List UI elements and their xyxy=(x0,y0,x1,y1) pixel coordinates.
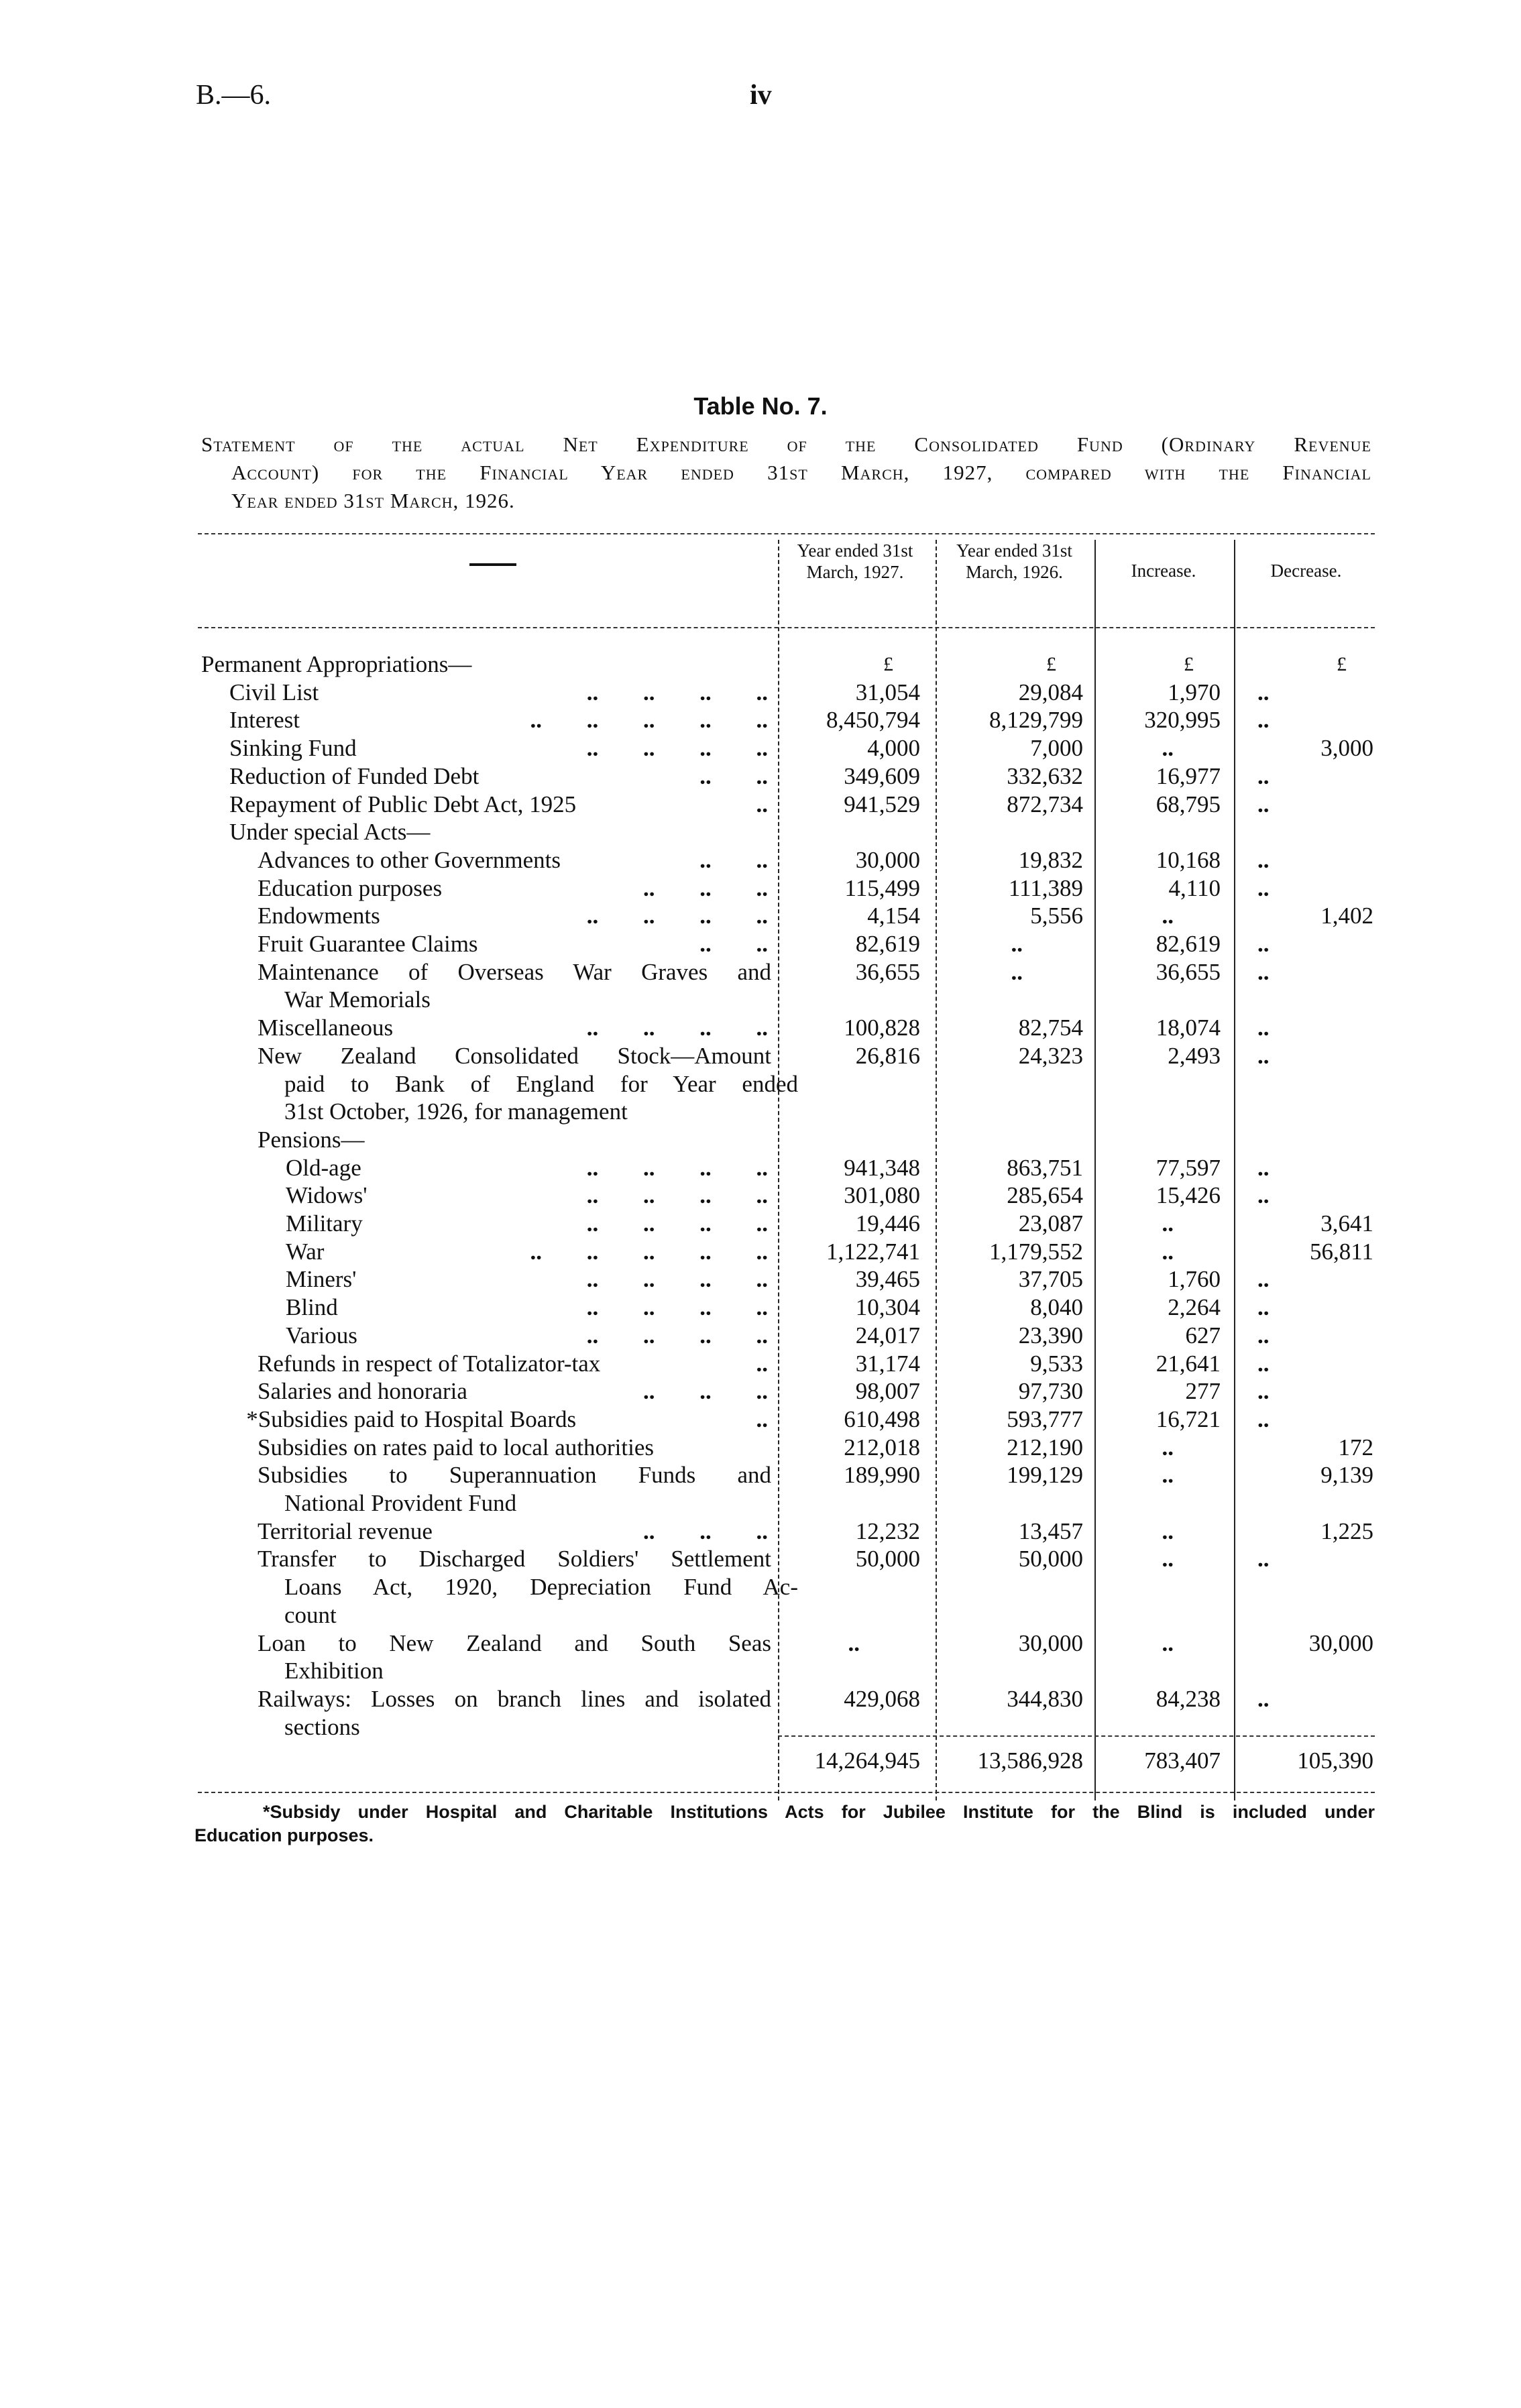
row-label: Old-age xyxy=(286,1154,361,1181)
value-1927: 24,017 xyxy=(855,1322,920,1349)
value-1927: 19,446 xyxy=(855,1210,920,1237)
dot-leaders: .. .. .. .. xyxy=(586,735,768,762)
value-1927: 212,018 xyxy=(844,1434,920,1460)
row-label: Loans Act, 1920, Depreciation Fund Ac- xyxy=(284,1574,798,1601)
value-1926: 332,632 xyxy=(1007,762,1083,789)
value-1927: 610,498 xyxy=(844,1406,920,1432)
value-decrease: .. xyxy=(1257,1378,1270,1405)
row-label: Transfer to Discharged Soldiers' Settlement xyxy=(258,1546,771,1572)
value-decrease: .. xyxy=(1257,1350,1270,1377)
value-increase: 627 xyxy=(1185,1322,1221,1349)
value-decrease: .. xyxy=(1257,1015,1270,1041)
value-1927: 301,080 xyxy=(844,1182,920,1209)
dot-leaders: .. .. xyxy=(699,931,768,957)
value-decrease: .. xyxy=(1257,1154,1270,1181)
row-label: Blind xyxy=(286,1294,338,1321)
value-increase: 18,074 xyxy=(1156,1015,1221,1041)
total-1926: 13,586,928 xyxy=(977,1747,1083,1774)
value-1927: £ xyxy=(883,653,893,675)
row-label: Salaries and honoraria xyxy=(258,1378,467,1405)
row-label: paid to Bank of England for Year ended xyxy=(284,1070,798,1097)
dot-leaders: .. .. xyxy=(699,762,768,789)
value-1927: 30,000 xyxy=(855,846,920,873)
total-increase: 783,407 xyxy=(1144,1747,1221,1774)
value-1926: 212,190 xyxy=(1007,1434,1083,1460)
row-label: Interest xyxy=(229,707,300,734)
value-decrease: 172 xyxy=(1338,1434,1373,1460)
value-1926: 23,390 xyxy=(1018,1322,1083,1349)
value-1927: 31,174 xyxy=(855,1350,920,1377)
value-1926: .. xyxy=(1011,931,1023,957)
statement-line-3: Year ended 31st March, 1926. xyxy=(231,489,515,512)
value-increase: 36,655 xyxy=(1156,958,1221,985)
row-label: Railways: Losses on branch lines and isolated xyxy=(258,1685,771,1712)
value-decrease: 9,139 xyxy=(1320,1462,1373,1489)
value-increase: 320,995 xyxy=(1144,707,1221,734)
value-increase: 77,597 xyxy=(1156,1154,1221,1181)
value-decrease: 1,225 xyxy=(1320,1517,1373,1544)
value-increase: 2,264 xyxy=(1168,1294,1221,1321)
value-1927: 98,007 xyxy=(855,1378,920,1405)
row-label: Miners' xyxy=(286,1266,357,1293)
value-1927: 4,000 xyxy=(867,735,920,762)
value-increase: 16,721 xyxy=(1156,1406,1221,1432)
value-1926: 23,087 xyxy=(1018,1210,1083,1237)
row-label: 31st October, 1926, for management xyxy=(284,1098,628,1125)
row-label: Loan to New Zealand and South Seas xyxy=(258,1629,771,1656)
dot-leaders: .. .. .. .. xyxy=(586,903,768,929)
row-label: Education purposes xyxy=(258,874,443,901)
value-1926: 872,734 xyxy=(1007,791,1083,817)
column-header-1926: Year ended 31st March, 1926. xyxy=(956,540,1072,582)
dot-leaders: .. .. .. .. xyxy=(586,1266,768,1293)
row-label: Advances to other Governments xyxy=(258,846,561,873)
value-1926: 593,777 xyxy=(1007,1406,1083,1432)
value-decrease: .. xyxy=(1257,1266,1270,1293)
value-1926: 97,730 xyxy=(1018,1378,1083,1405)
dot-leaders: .. .. .. .. xyxy=(586,1154,768,1181)
value-1926: 30,000 xyxy=(1018,1629,1083,1656)
row-label: Under special Acts— xyxy=(229,819,431,846)
column-header-increase: Increase. xyxy=(1131,561,1196,581)
row-label: Widows' xyxy=(286,1182,368,1209)
value-1926: 9,533 xyxy=(1030,1350,1083,1377)
dot-leaders: .. .. .. .. xyxy=(586,1182,768,1209)
value-decrease: .. xyxy=(1257,1546,1270,1572)
dot-leaders: .. .. .. xyxy=(643,874,768,901)
row-label: Endowments xyxy=(258,903,380,929)
value-decrease: 3,000 xyxy=(1320,735,1373,762)
row-label: Subsidies to Superannuation Funds and xyxy=(258,1462,771,1489)
footnote-line-2: Education purposes. xyxy=(194,1825,374,1845)
value-1927: 429,068 xyxy=(844,1685,920,1712)
row-label: Maintenance of Overseas War Graves and xyxy=(258,958,771,985)
dot-leaders: .. .. .. .. xyxy=(586,1015,768,1041)
table-title: Table No. 7. xyxy=(693,392,828,420)
value-decrease: .. xyxy=(1257,846,1270,873)
value-increase: £ xyxy=(1184,653,1194,675)
value-1926: 285,654 xyxy=(1007,1182,1083,1209)
value-increase: 68,795 xyxy=(1156,791,1221,817)
value-1926: 8,129,799 xyxy=(989,707,1083,734)
value-decrease: .. xyxy=(1257,762,1270,789)
value-decrease: .. xyxy=(1257,1406,1270,1432)
value-decrease: .. xyxy=(1257,1685,1270,1712)
value-decrease: 3,641 xyxy=(1320,1210,1373,1237)
value-decrease: .. xyxy=(1257,931,1270,957)
value-increase: .. xyxy=(1162,1517,1174,1544)
value-decrease: .. xyxy=(1257,707,1270,734)
row-label: Subsidies on rates paid to local authorities xyxy=(258,1434,655,1460)
value-increase: 4,110 xyxy=(1168,874,1221,901)
value-increase: 84,238 xyxy=(1156,1685,1221,1712)
value-increase: .. xyxy=(1162,1546,1174,1572)
value-1927: 12,232 xyxy=(855,1517,920,1544)
value-1926: 50,000 xyxy=(1018,1546,1083,1572)
dot-leaders: .. .. .. .. xyxy=(586,1294,768,1321)
value-1927: 100,828 xyxy=(844,1015,920,1041)
value-decrease: 30,000 xyxy=(1308,1629,1373,1656)
row-label: *Subsidies paid to Hospital Boards xyxy=(246,1406,577,1432)
value-increase: .. xyxy=(1162,1238,1174,1265)
totals-rule xyxy=(778,1735,1375,1737)
value-1927: 189,990 xyxy=(844,1462,920,1489)
dot-leaders: .. .. xyxy=(699,846,768,873)
statement-line-1: Statement of the actual Net Expenditure of the Consolidated Fund (Ordinary Revenue xyxy=(201,433,1371,456)
value-1927: 349,609 xyxy=(844,762,920,789)
value-1927: 115,499 xyxy=(844,874,920,901)
footnote-line-1: *Subsidy under Hospital and Charitable Institutions Acts for Jubilee Institute for the Blind is included under xyxy=(263,1802,1375,1822)
value-1927: 39,465 xyxy=(855,1266,920,1293)
value-1927: 941,348 xyxy=(844,1154,920,1181)
value-1926: 24,323 xyxy=(1018,1042,1083,1069)
row-label: Military xyxy=(286,1210,363,1237)
value-1926: 1,179,552 xyxy=(989,1238,1083,1265)
value-increase: 1,970 xyxy=(1168,679,1221,705)
value-decrease: .. xyxy=(1257,1322,1270,1349)
statement-line-2: Account) for the Financial Year ended 31st March, 1927, compared with the Financial xyxy=(231,461,1371,484)
value-1926: 19,832 xyxy=(1018,846,1083,873)
row-label: War xyxy=(286,1238,325,1265)
row-label: Refunds in respect of Totalizator-tax xyxy=(258,1350,601,1377)
page-number: iv xyxy=(750,80,772,111)
table-bottom-rule xyxy=(198,1792,1375,1793)
dot-leaders: .. xyxy=(756,1350,768,1377)
row-label: Miscellaneous xyxy=(258,1015,394,1041)
value-1926: 8,040 xyxy=(1030,1294,1083,1321)
value-decrease: .. xyxy=(1257,874,1270,901)
row-label: Various xyxy=(286,1322,357,1349)
column-header-1927: Year ended 31st March, 1927. xyxy=(797,540,913,582)
row-label: Permanent Appropriations— xyxy=(201,651,472,677)
value-increase: .. xyxy=(1162,1462,1174,1489)
value-1926: 82,754 xyxy=(1018,1015,1083,1041)
dot-leaders: .. .. .. xyxy=(643,1378,768,1405)
value-decrease: 1,402 xyxy=(1320,903,1373,929)
value-increase: .. xyxy=(1162,1629,1174,1656)
total-1927: 14,264,945 xyxy=(814,1747,920,1774)
row-label: Sinking Fund xyxy=(229,735,357,762)
row-label: Territorial revenue xyxy=(258,1517,433,1544)
value-1926: 344,830 xyxy=(1007,1685,1083,1712)
row-label: Civil List xyxy=(229,679,319,705)
value-1926: 863,751 xyxy=(1007,1154,1083,1181)
dot-leaders: .. .. .. .. .. xyxy=(530,707,768,734)
dot-leaders: .. .. .. .. xyxy=(586,679,768,705)
value-increase: 16,977 xyxy=(1156,762,1221,789)
value-increase: 1,760 xyxy=(1168,1266,1221,1293)
row-label: count xyxy=(284,1601,337,1628)
dot-leaders: .. xyxy=(756,791,768,817)
value-increase: .. xyxy=(1162,1210,1174,1237)
dot-leaders: .. .. .. xyxy=(643,1517,768,1544)
value-1926: 111,389 xyxy=(1008,874,1083,901)
header-bottom-rule xyxy=(198,627,1375,628)
value-increase: .. xyxy=(1162,735,1174,762)
value-1927: 941,529 xyxy=(844,791,920,817)
dot-leaders: .. .. .. .. xyxy=(586,1322,768,1349)
dot-leaders: .. xyxy=(756,1406,768,1432)
value-1927: 36,655 xyxy=(855,958,920,985)
value-1927: 4,154 xyxy=(867,903,920,929)
total-decrease: 105,390 xyxy=(1297,1747,1373,1774)
value-1926: .. xyxy=(1011,958,1023,985)
row-label: Exhibition xyxy=(284,1658,384,1684)
value-1926: 29,084 xyxy=(1018,679,1083,705)
value-decrease: £ xyxy=(1337,653,1347,675)
document-code: B.—6. xyxy=(196,80,272,111)
value-decrease: .. xyxy=(1257,958,1270,985)
value-decrease: .. xyxy=(1257,1042,1270,1069)
value-increase: 2,493 xyxy=(1168,1042,1221,1069)
value-increase: 277 xyxy=(1185,1378,1221,1405)
row-label: National Provident Fund xyxy=(284,1490,517,1516)
value-decrease: 56,811 xyxy=(1310,1238,1373,1265)
value-1926: 199,129 xyxy=(1007,1462,1083,1489)
value-increase: 15,426 xyxy=(1156,1182,1221,1209)
value-increase: .. xyxy=(1162,1434,1174,1460)
row-label: sections xyxy=(284,1713,360,1740)
dot-leaders: .. .. .. .. .. xyxy=(530,1238,768,1265)
value-1927: 82,619 xyxy=(855,931,920,957)
value-1927: .. xyxy=(848,1629,860,1656)
value-decrease: .. xyxy=(1257,679,1270,705)
value-increase: .. xyxy=(1162,903,1174,929)
value-1927: 31,054 xyxy=(855,679,920,705)
stub-header-dash xyxy=(469,563,516,566)
value-1926: £ xyxy=(1046,653,1056,675)
value-1927: 26,816 xyxy=(855,1042,920,1069)
value-increase: 21,641 xyxy=(1156,1350,1221,1377)
row-label: Fruit Guarantee Claims xyxy=(258,931,478,957)
row-label: War Memorials xyxy=(284,986,431,1013)
value-1926: 7,000 xyxy=(1030,735,1083,762)
value-1926: 13,457 xyxy=(1018,1517,1083,1544)
column-header-decrease: Decrease. xyxy=(1270,561,1342,581)
table-top-rule xyxy=(198,533,1375,534)
value-1927: 50,000 xyxy=(855,1546,920,1572)
row-label: Reduction of Funded Debt xyxy=(229,762,480,789)
value-1927: 1,122,741 xyxy=(826,1238,920,1265)
value-1927: 8,450,794 xyxy=(826,707,920,734)
value-decrease: .. xyxy=(1257,1182,1270,1209)
row-label: Repayment of Public Debt Act, 1925 xyxy=(229,791,577,817)
value-increase: 82,619 xyxy=(1156,931,1221,957)
value-1926: 37,705 xyxy=(1018,1266,1083,1293)
row-label: New Zealand Consolidated Stock—Amount xyxy=(258,1042,771,1069)
value-increase: 10,168 xyxy=(1156,846,1221,873)
value-decrease: .. xyxy=(1257,1294,1270,1321)
value-1926: 5,556 xyxy=(1030,903,1083,929)
value-decrease: .. xyxy=(1257,791,1270,817)
value-1927: 10,304 xyxy=(855,1294,920,1321)
dot-leaders: .. .. .. .. xyxy=(586,1210,768,1237)
row-label: Pensions— xyxy=(258,1126,365,1153)
